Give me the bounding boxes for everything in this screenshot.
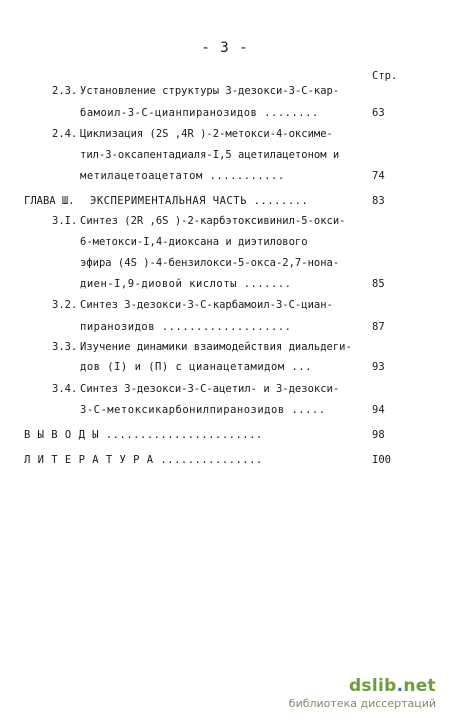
toc-number: 2.3. [52, 85, 78, 97]
watermark [289, 676, 436, 710]
toc-text-line: Синтез 3-дезокси-3-С-ацетил- и 3-дезокси- [80, 383, 340, 395]
toc-text-line: пиранозидов ................... [80, 321, 292, 333]
toc-text-line: 3-С-метоксикарбонилпиранозидов ..... [80, 404, 326, 416]
toc-page: I00 [372, 454, 391, 466]
toc-text-line: метилацетоацетатом ........... [80, 170, 285, 182]
toc-page: 93 [372, 361, 385, 373]
toc-page: 74 [372, 170, 385, 182]
toc-text-line: Л И Т Е Р А Т У Р А ............... [24, 454, 263, 466]
toc-text-line: Синтез 3-дезокси-3-С-карбамоил-3-С-циан- [80, 299, 333, 311]
toc-text-line: тил-3-оксапентадиаля-I,5 ацетилацетоном и [80, 149, 340, 161]
toc-text-line: диен-I,9-диовой кислоты ....... [80, 278, 292, 290]
toc-page: 63 [372, 107, 385, 119]
toc-text-line: Установление структуры 3-дезокси-3-С-кар- [80, 85, 340, 97]
toc-text-line: Изучение динамики взаимодействия диальдеги- [80, 341, 352, 353]
watermark-brand: dslib [348, 676, 397, 696]
toc-page: 98 [372, 429, 385, 441]
toc-page: 83 [372, 195, 385, 207]
toc-page: 85 [372, 278, 385, 290]
toc-page: 94 [372, 404, 385, 416]
watermark-dot: . [396, 676, 404, 696]
toc-text-line: В Ы В О Д Ы ....................... [24, 429, 263, 441]
toc-text-line: Синтез (2R ,6S )-2-карбэтоксивинил-5-окси- [80, 215, 346, 227]
watermark-tld: net [403, 676, 436, 696]
toc-number: 3.2. [52, 299, 78, 311]
toc-number: 3.4. [52, 383, 78, 395]
toc-text-line: Циклизация (2S ,4R )-2-метокси-4-оксиме- [80, 128, 333, 140]
toc-number: 3.I. [52, 215, 78, 227]
watermark-logo [289, 676, 436, 696]
toc-text-line: бамоил-3-С-цианпиранозидов ........ [80, 107, 319, 119]
pages-column-header: Стр. [372, 70, 398, 82]
toc-number: 2.4. [52, 128, 78, 140]
toc-text-line: дов (I) и (П) с цианацетамидом ... [80, 361, 312, 373]
toc-text-line: 6-метокси-I,4-диоксана и диэтилового [80, 236, 308, 248]
toc-text-line: ЭКСПЕРИМЕНТАЛЬНАЯ ЧАСТЬ ........ [90, 195, 309, 207]
watermark-subtitle: библиотека диссертаций [288, 697, 436, 710]
page-number: - 3 - [201, 40, 249, 56]
toc-number: 3.3. [52, 341, 78, 353]
toc-text-line: эфира (4S )-4-бензилокси-5-окса-2,7-нона- [80, 257, 340, 269]
toc-number: ГЛАВА Ш. [24, 195, 75, 207]
toc-page: 87 [372, 321, 385, 333]
